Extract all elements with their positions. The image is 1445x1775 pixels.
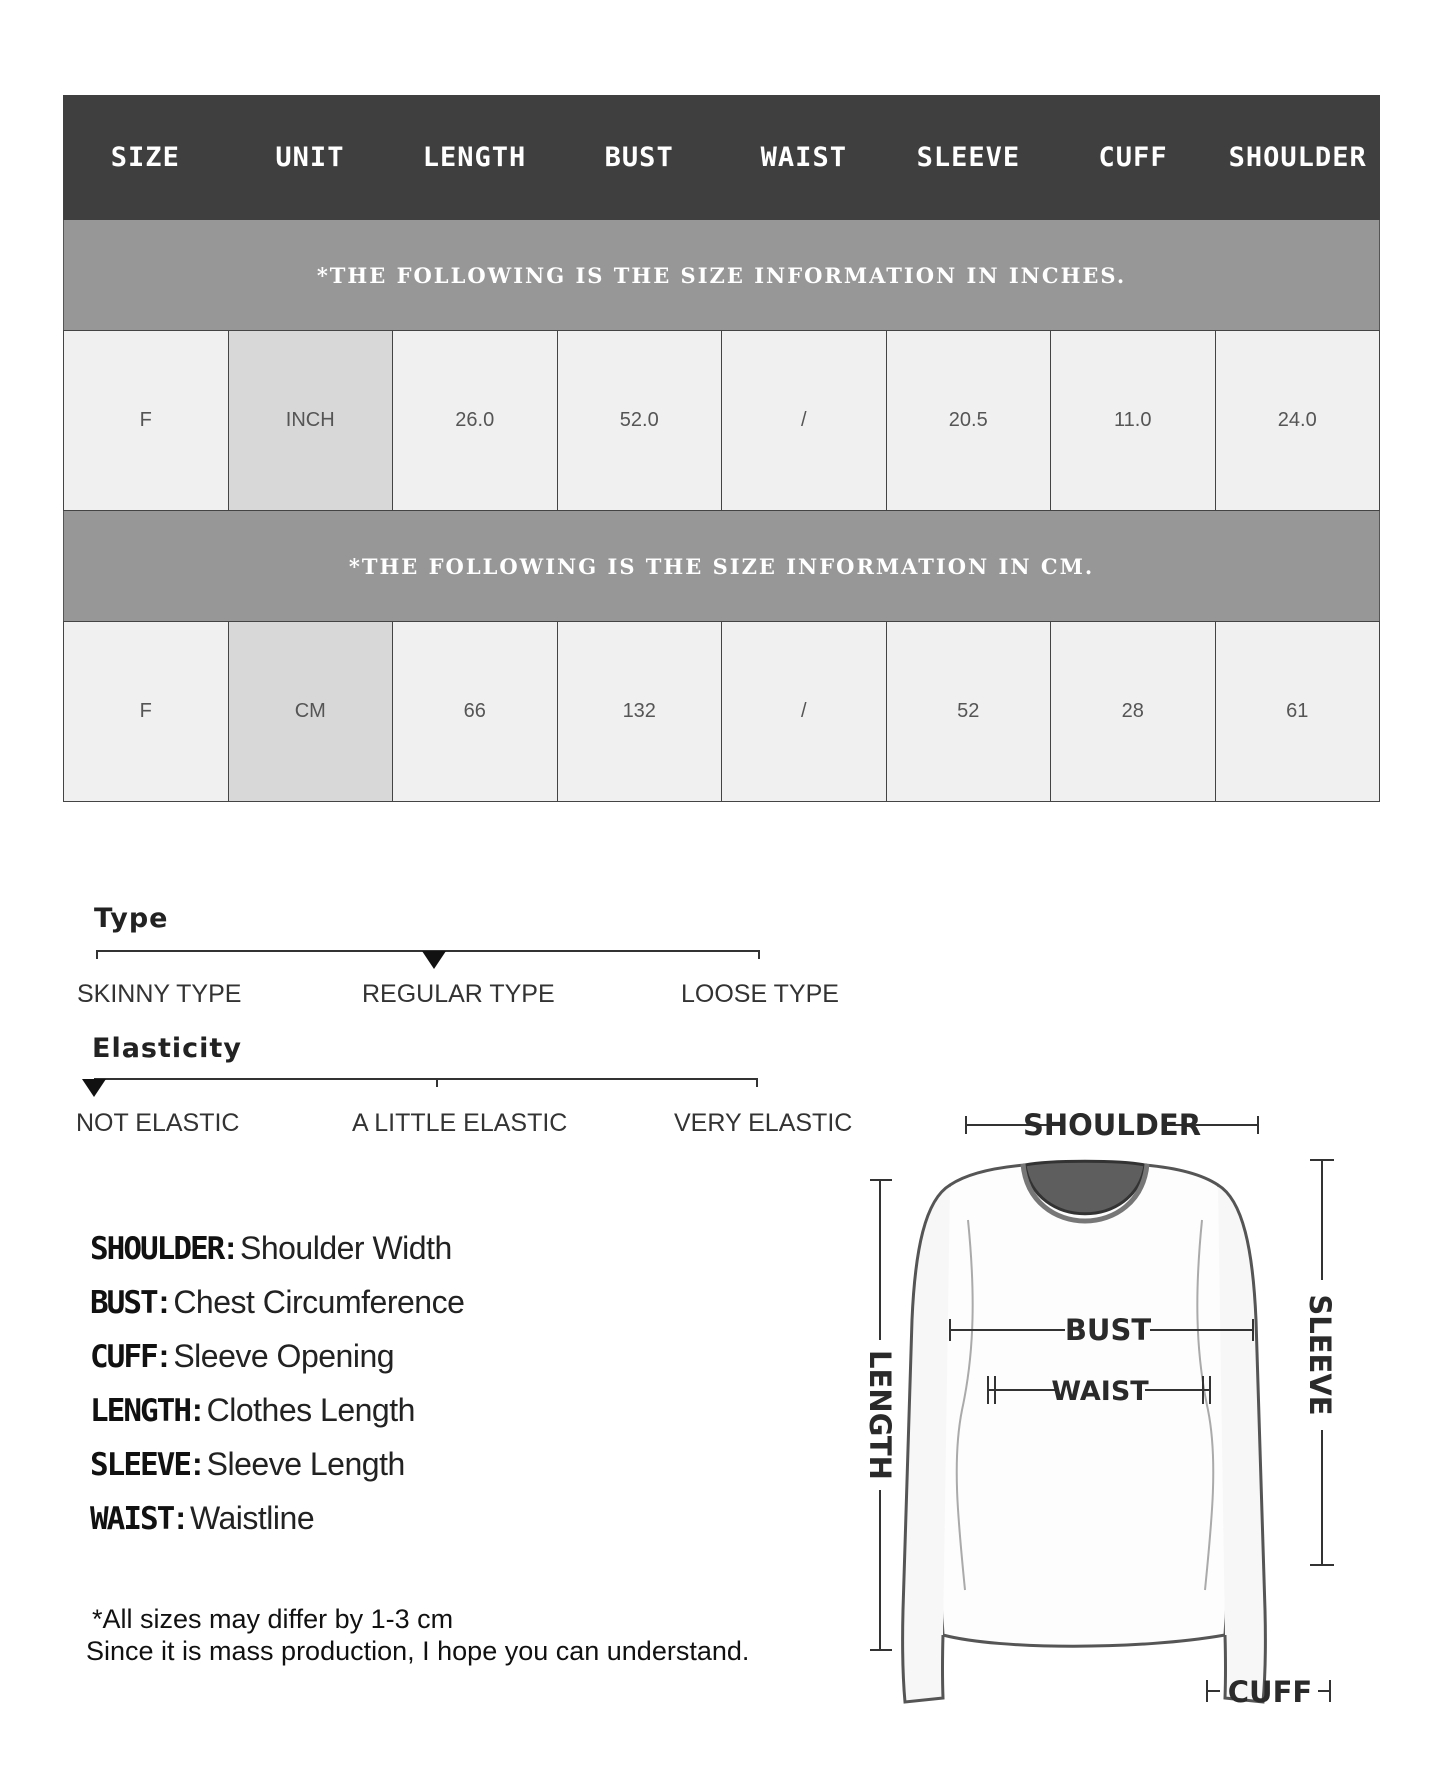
elasticity-scale-line [94,1078,758,1080]
table-cell: 132 [557,621,723,802]
type-scale-tick [96,950,98,959]
diagram-label-cuff: CUFF [1227,1675,1313,1709]
long-sleeve-shirt-icon [903,1165,1266,1702]
diagram-label-shoulder: SHOULDER [1022,1108,1202,1142]
diagram-label-bust: BUST [1064,1313,1152,1347]
inch-note-band: *THE FOLLOWING IS THE SIZE INFORMATION IN INCHES. [63,220,1380,331]
header-size: SIZE [110,142,180,173]
legend-item-shoulder: SHOULDER : Shoulder Width [90,1230,452,1267]
table-row-inch [63,331,1380,511]
header-sleeve: SLEEVE [916,142,1021,173]
table-cell-unit: CM [228,621,394,802]
table-cell: 26.0 [392,330,558,511]
legend-key: SLEEVE [90,1447,190,1483]
elasticity-label-very: VERY ELASTIC [674,1109,853,1137]
header-bust: BUST [604,142,674,173]
legend-desc: Clothes Length [206,1392,415,1428]
size-disclaimer [86,1603,749,1667]
table-cell: 20.5 [886,330,1052,511]
table-cell: 11.0 [1050,330,1216,511]
legend-item-cuff: CUFF : Sleeve Opening [90,1338,395,1375]
table-cell: 24.0 [1215,330,1381,511]
table-cell: 52.0 [557,330,723,511]
legend-key: LENGTH [90,1393,190,1429]
table-cell: / [721,621,887,802]
table-cell: 28 [1050,621,1216,802]
table-row-cm [63,622,1380,802]
elasticity-label-little: A LITTLE ELASTIC [352,1109,568,1137]
header-waist: WAIST [760,142,847,173]
legend-key: WAIST [90,1501,174,1537]
table-header [63,95,1380,220]
legend-key: SHOULDER [90,1231,224,1267]
table-cell: 52 [886,621,1052,802]
elasticity-pointer-icon [82,1079,106,1097]
diagram-label-length: LENGTH [863,1350,897,1480]
garment-measurement-diagram [840,1090,1360,1730]
size-table [63,95,1380,802]
legend-key: BUST [90,1285,157,1321]
legend-key: CUFF [90,1339,157,1375]
elasticity-scale-title: Elasticity [92,1033,242,1064]
table-cell: / [721,330,887,511]
legend-desc: Sleeve Length [206,1446,405,1482]
legend-desc: Waistline [189,1500,315,1536]
elasticity-scale-tick [436,1078,438,1087]
diagram-label-sleeve: SLEEVE [1303,1294,1337,1416]
legend-desc: Shoulder Width [239,1230,452,1266]
type-label-regular: REGULAR TYPE [362,980,555,1008]
header-unit: UNIT [275,142,345,173]
legend-desc: Sleeve Opening [173,1338,395,1374]
disclaimer-line-1: *All sizes may differ by 1-3 cm [92,1604,454,1634]
legend-item-waist: WAIST : Waistline [90,1500,315,1537]
type-label-loose: LOOSE TYPE [681,980,839,1008]
elasticity-label-not: NOT ELASTIC [76,1109,240,1137]
table-cell-unit: INCH [228,330,394,511]
disclaimer-line-2: Since it is mass production, I hope you can understand. [86,1636,750,1666]
header-length: LENGTH [422,142,527,173]
measurement-legend [90,1230,464,1554]
table-cell: F [63,621,229,802]
table-cell: 66 [392,621,558,802]
diagram-label-waist: WAIST [1051,1376,1149,1407]
type-scale-title: Type [94,903,169,934]
type-label-skinny: SKINNY TYPE [77,980,242,1008]
table-cell: F [63,330,229,511]
cm-note-band: *THE FOLLOWING IS THE SIZE INFORMATION IN CM. [63,511,1380,622]
legend-desc: Chest Circumference [173,1284,465,1320]
type-pointer-icon [422,951,446,969]
elasticity-scale-tick [756,1078,758,1087]
table-cell: 61 [1215,621,1381,802]
type-scale-tick [758,950,760,959]
header-cuff: CUFF [1098,142,1168,173]
legend-item-sleeve: SLEEVE : Sleeve Length [90,1446,405,1483]
legend-item-length: LENGTH : Clothes Length [90,1392,415,1429]
header-shoulder: SHOULDER [1228,142,1367,173]
legend-item-bust: BUST : Chest Circumference [90,1284,465,1321]
